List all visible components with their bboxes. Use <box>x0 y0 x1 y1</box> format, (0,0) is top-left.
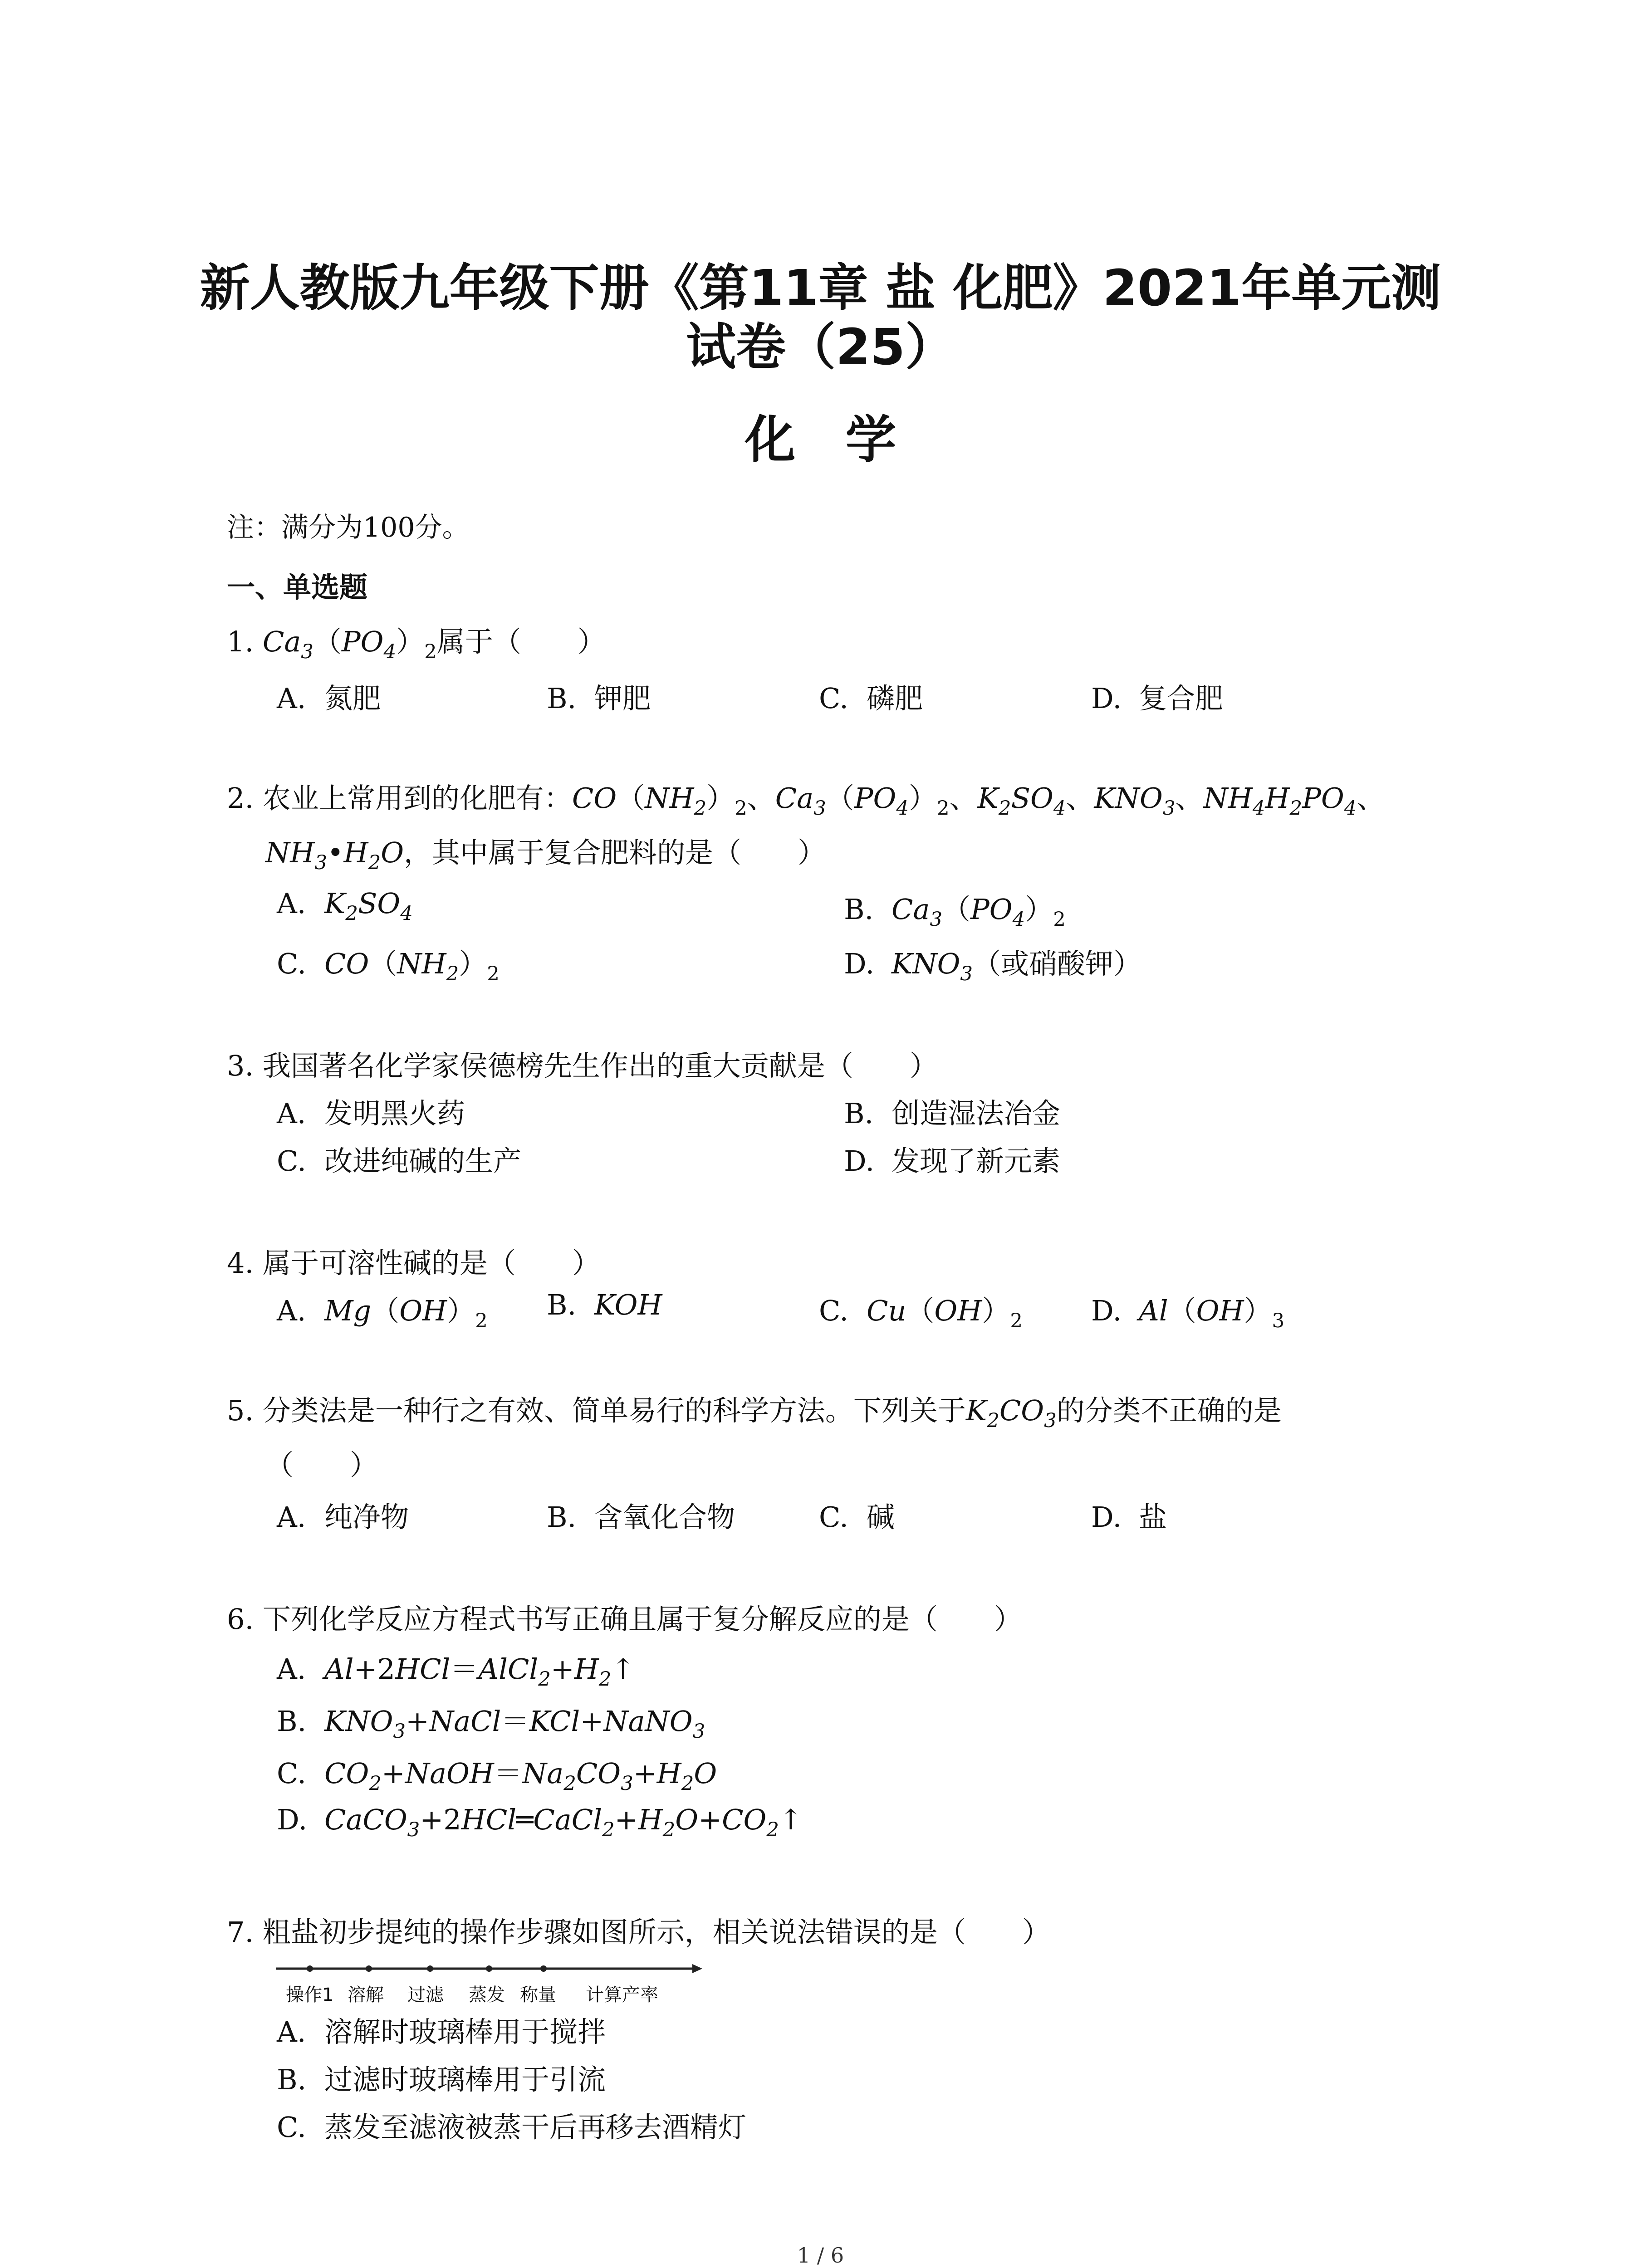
question-7-option-a[interactable]: A. 溶解时玻璃棒用于搅拌 <box>277 2015 606 2048</box>
question-3-option-b[interactable]: B. 创造湿法冶金 <box>844 1097 1061 1130</box>
question-5-option-c[interactable]: C. 碱 <box>819 1501 895 1534</box>
question-4-option-d[interactable]: D. $Al(OH)_3$ <box>1091 1294 1285 1333</box>
question-2-option-c[interactable]: C. $CO(NH_2)_2$ <box>277 947 500 986</box>
flow-arrow-line <box>276 1955 702 1982</box>
question-number: 2. <box>227 782 254 815</box>
flow-step-6: 计算产率 <box>586 1984 658 2005</box>
question-5-stem: 5. 分类法是一种行之有效、简单易行的科学方法。下列关于$K_2CO_3$的分类不正确的是 <box>227 1394 1282 1432</box>
flow-step-4: 蒸发 <box>469 1984 505 2005</box>
question-1-stem: 1. $Ca_3(PO_4)_2$属于（ ） <box>227 625 606 664</box>
page-number: 1 / 6 <box>797 2243 844 2268</box>
flow-step-5: 称量 <box>520 1984 556 2005</box>
question-3-option-a[interactable]: A. 发明黑火药 <box>277 1097 465 1130</box>
question-number: 5. <box>227 1394 254 1427</box>
question-6-option-d[interactable]: D. $CaCO_3+2HCl═CaCl_2+H_2O+CO_2↑$ <box>277 1803 803 1842</box>
question-number: 1. <box>227 625 254 658</box>
question-5-option-d[interactable]: D. 盐 <box>1091 1501 1167 1534</box>
question-number: 7. <box>227 1916 254 1949</box>
section-title: 一、单选题 <box>227 571 368 604</box>
question-6-option-b[interactable]: B. $KNO_3+NaCl=KCl+NaNO_3$ <box>277 1705 705 1743</box>
question-4-stem: 4. 属于可溶性碱的是（ ） <box>227 1246 600 1280</box>
question-1-option-a[interactable]: A. 氮肥 <box>277 682 381 715</box>
question-1-option-b[interactable]: B. 钾肥 <box>547 682 651 715</box>
question-5-stem-line2: （ ） <box>265 1448 378 1481</box>
question-2-option-b[interactable]: B. $Ca_3(PO_4)_2$ <box>844 893 1066 931</box>
question-3-option-d[interactable]: D. 发现了新元素 <box>844 1144 1061 1178</box>
question-7-stem: 7. 粗盐初步提纯的操作步骤如图所示，相关说法错误的是（ ） <box>227 1916 1050 1949</box>
question-4-option-b[interactable]: B. KOH <box>547 1288 662 1321</box>
question-2-option-d[interactable]: D. $KNO_3$（或硝酸钾） <box>844 947 1142 986</box>
exam-title-line2: 试卷（25） <box>686 318 955 376</box>
question-4-option-c[interactable]: C. $Cu(OH)_2$ <box>819 1294 1023 1333</box>
flow-step-3: 过滤 <box>407 1984 444 2005</box>
question-3-option-c[interactable]: C. 改进纯碱的生产 <box>277 1144 522 1178</box>
flow-step-1: 操作1 <box>286 1984 334 2005</box>
question-stem-text: 属于（ ） <box>436 625 606 658</box>
question-6-option-a[interactable]: A. $Al+2HCl=AlCl_2+H_2↑$ <box>277 1652 635 1691</box>
flow-step-2: 溶解 <box>348 1984 384 2005</box>
question-2-stem-line2: $NH_3•H_2O$，其中属于复合肥料的是（ ） <box>265 836 826 875</box>
question-5-option-a[interactable]: A. 纯净物 <box>277 1501 409 1534</box>
score-note: 注：满分为100分。 <box>227 512 470 543</box>
question-7-option-b[interactable]: B. 过滤时玻璃棒用于引流 <box>277 2063 606 2096</box>
question-2-option-a[interactable]: A. $K_2SO_4$ <box>277 887 413 925</box>
question-number: 3. <box>227 1049 254 1082</box>
question-3-stem: 3. 我国著名化学家侯德榜先生作出的重大贡献是（ ） <box>227 1049 938 1082</box>
question-6-stem: 6. 下列化学反应方程式书写正确且属于复分解反应的是（ ） <box>227 1603 1022 1636</box>
exam-title-line1: 新人教版九年级下册《第11章 盐 化肥》2021年单元测 <box>200 259 1441 317</box>
question-number: 4. <box>227 1246 254 1280</box>
question-1-option-d[interactable]: D. 复合肥 <box>1091 682 1224 715</box>
question-6-option-c[interactable]: C. $CO_2+NaOH=Na_2CO_3+H_2O$ <box>277 1757 717 1795</box>
question-4-option-a[interactable]: A. $Mg(OH)_2$ <box>277 1294 488 1333</box>
question-7-option-c[interactable]: C. 蒸发至滤液被蒸干后再移去酒精灯 <box>277 2111 747 2144</box>
subject-title: 化学 <box>745 411 946 469</box>
question-1-option-c[interactable]: C. 磷肥 <box>819 682 923 715</box>
procedure-flow-diagram <box>276 1955 702 2005</box>
question-5-option-b[interactable]: B. 含氧化合物 <box>547 1501 735 1534</box>
question-number: 6. <box>227 1603 254 1636</box>
question-2-stem: 2. 农业上常用到的化肥有：$CO(NH_2)_2$、$Ca_3(PO_4)_2$、$K_2SO_4$、$KNO_3$、$NH_4H_2PO_4$、 <box>227 782 1385 820</box>
